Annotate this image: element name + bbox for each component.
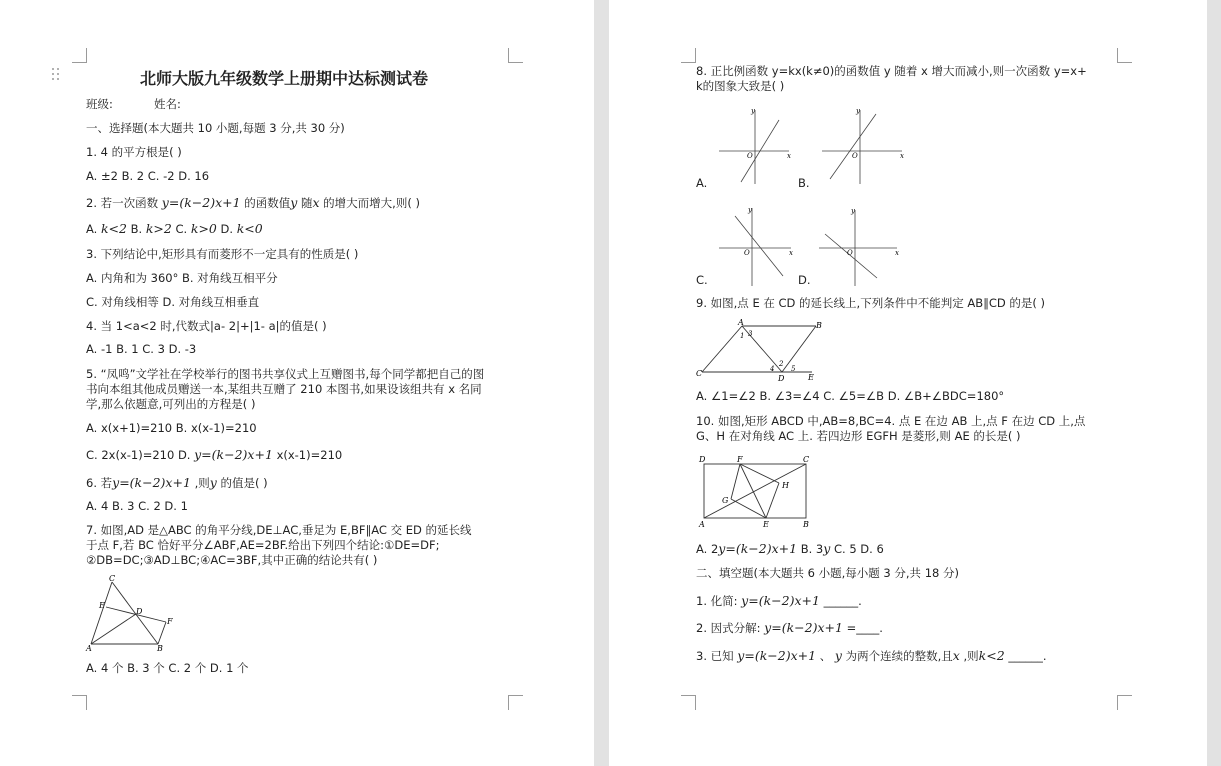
text: 2. 因式分解: [696, 621, 761, 635]
text: 随 [300, 196, 313, 210]
axis-label: O [744, 249, 750, 257]
math-expression: k>2 [145, 221, 172, 236]
text: 2. 若一次函数 [86, 196, 159, 210]
axis-label: y [751, 107, 755, 115]
axis-label: x [789, 249, 793, 257]
figure-label: F [737, 455, 743, 464]
graph-option-c [719, 204, 799, 286]
class-label: 班级: [86, 97, 113, 111]
math-expression: y=(k−2)x+1 [194, 447, 273, 462]
text: A. 2 [696, 542, 719, 556]
document-page-2 [609, 0, 1207, 766]
question-7-line-2: 于点 F,若 BC 恰好平分∠ABF,AE=2BF.给出下列四个结论:①DE=DF; [86, 538, 440, 552]
text: 为两个连续的整数,且 [845, 649, 953, 663]
math-expression: k<2 [978, 648, 1005, 663]
figure-label: E [99, 601, 105, 610]
question-4-options: A. -1 B. 1 C. 3 D. -3 [86, 342, 197, 356]
figure-label: C [803, 455, 810, 464]
math-expression: y=(k−2)x+1 [737, 648, 817, 663]
text: =____. [846, 621, 883, 635]
graph-a-label: A. [696, 176, 708, 190]
section-heading: 二、填空题(本大题共 6 小题,每小题 3 分,共 18 分) [696, 566, 959, 580]
axis-label: O [847, 249, 853, 257]
figure-label: E [808, 373, 814, 382]
question-10-line-1: 10. 如图,矩形 ABCD 中,AB=8,BC=4. 点 E 在边 AB 上,点 F 在边 CD 上,点 [696, 414, 1086, 428]
question-7-figure [86, 576, 186, 652]
text: B. [130, 222, 143, 236]
math-var: x [312, 195, 320, 210]
question-3: 3. 下列结论中,矩形具有而菱形不一定具有的性质是( ) [86, 247, 359, 261]
text: D. [220, 222, 234, 236]
crop-mark [508, 695, 523, 710]
math-expression: y=(k−2)x+1 [764, 620, 843, 635]
angle-label: 3 [748, 330, 753, 338]
fill-question-2 [696, 620, 883, 636]
math-var: y [209, 475, 217, 490]
question-5-options-ab: A. x(x+1)=210 B. x(x-1)=210 [86, 421, 257, 435]
text: C. 5 D. 6 [833, 542, 884, 556]
text: C. 2x(x-1)=210 D. [86, 448, 191, 462]
question-1: 1. 4 的平方根是( ) [86, 145, 182, 159]
figure-label: D [699, 455, 706, 464]
question-9-figure [696, 318, 826, 382]
angle-label: 4 [770, 365, 775, 373]
crop-mark [681, 48, 696, 63]
crop-mark [508, 48, 523, 63]
fill-question-3 [696, 648, 1046, 664]
figure-label: B [803, 520, 809, 529]
graph-option-b [822, 104, 907, 184]
page-gap [594, 0, 609, 766]
math-var: y [290, 195, 298, 210]
math-expression: k<2 [100, 221, 127, 236]
document-page-1 [0, 0, 594, 766]
text: 6. 若 [86, 476, 113, 490]
text: 的值是( ) [220, 476, 268, 490]
axis-label: y [748, 206, 752, 214]
graph-option-a [719, 104, 794, 184]
text: 3. 已知 [696, 649, 734, 663]
question-10-figure [696, 454, 816, 530]
math-expression: y=(k−2)x+1 [112, 475, 191, 490]
figure-label: E [763, 520, 769, 529]
crop-mark [1117, 48, 1132, 63]
text: ,则 [194, 476, 210, 490]
math-var: y [834, 648, 842, 663]
figure-label: B [816, 321, 822, 330]
question-6-options: A. 4 B. 3 C. 2 D. 1 [86, 499, 188, 513]
figure-label: D [136, 607, 143, 616]
text: ______. [1008, 649, 1047, 663]
angle-label: 5 [791, 365, 796, 373]
axis-label: x [900, 152, 904, 160]
figure-label: A [699, 520, 705, 529]
figure-label: A [738, 318, 744, 327]
angle-label: 2 [779, 360, 784, 368]
scroll-gutter [1207, 0, 1221, 766]
figure-label: H [782, 481, 789, 490]
text: 的函数值 [244, 196, 291, 210]
figure-label: C [109, 574, 116, 583]
math-expression: y=(k−2)x+1 [161, 195, 241, 210]
crop-mark [1117, 695, 1132, 710]
question-2 [86, 195, 420, 211]
angle-label: 1 [740, 332, 745, 340]
figure-label: C [696, 369, 703, 378]
drag-handle-icon[interactable] [52, 68, 62, 84]
fill-question-1 [696, 593, 862, 609]
axis-label: y [851, 207, 855, 215]
text: 、 [819, 649, 832, 663]
text: 的增大而增大,则( ) [323, 196, 420, 210]
text: 1. 化简: [696, 594, 738, 608]
graph-d-label: D. [798, 273, 811, 287]
graph-option-d [819, 204, 904, 286]
question-1-options: A. ±2 B. 2 C. -2 D. 16 [86, 169, 210, 183]
math-expression: k>0 [190, 221, 217, 236]
text: ______. [823, 594, 862, 608]
crop-mark [72, 695, 87, 710]
question-10-options [696, 541, 884, 557]
text: A. [86, 222, 98, 236]
question-5-line-1: 5. “凤鸣”文学社在学校举行的图书共享仪式上互赠图书,每个同学都把自己的图 [86, 367, 485, 381]
axis-label: x [787, 152, 791, 160]
axis-label: O [852, 152, 858, 160]
name-label: 姓名: [154, 97, 181, 111]
question-5-line-3: 学,那么依题意,可列出的方程是( ) [86, 397, 256, 411]
question-2-options [86, 221, 263, 237]
crop-mark [681, 695, 696, 710]
math-var: y [823, 541, 831, 556]
question-9: 9. 如图,点 E 在 CD 的延长线上,下列条件中不能判定 AB∥CD 的是( ) [696, 296, 1046, 310]
axis-label: O [747, 152, 753, 160]
section-heading: 一、选择题(本大题共 10 小题,每题 3 分,共 30 分) [86, 121, 345, 135]
figure-label: A [86, 644, 92, 653]
question-5-options-cd [86, 447, 342, 463]
axis-label: y [856, 107, 860, 115]
question-7-options: A. 4 个 B. 3 个 C. 2 个 D. 1 个 [86, 661, 249, 675]
question-4: 4. 当 1<a<2 时,代数式|a- 2|+|1- a|的值是( ) [86, 319, 327, 333]
question-9-options: A. ∠1=∠2 B. ∠3=∠4 C. ∠5=∠B D. ∠B+∠BDC=180° [696, 389, 1005, 403]
figure-label: F [167, 617, 173, 626]
question-7-line-1: 7. 如图,AD 是△ABC 的角平分线,DE⊥AC,垂足为 E,BF∥AC 交 ED 的延长线 [86, 523, 472, 537]
question-3-options-ab: A. 内角和为 360° B. 对角线互相平分 [86, 271, 278, 285]
math-var: x [952, 648, 960, 663]
axis-label: x [895, 249, 899, 257]
question-8-line-1: 8. 正比例函数 y=kx(k≠0)的函数值 y 随着 x 增大而减小,则一次函数 y=x+ [696, 64, 1087, 78]
question-7-line-3: ②DB=DC;③AD⊥BC;④AC=3BF,其中正确的结论共有( ) [86, 553, 378, 567]
question-3-options-cd: C. 对角线相等 D. 对角线互相垂直 [86, 295, 260, 309]
question-10-line-2: G、H 在对角线 AC 上. 若四边形 EGFH 是菱形,则 AE 的长是( ) [696, 429, 1021, 443]
page-title: 北师大版九年级数学上册期中达标测试卷 [140, 69, 429, 88]
question-6 [86, 475, 268, 491]
text: ,则 [963, 649, 979, 663]
text: C. [175, 222, 188, 236]
math-expression: y=(k−2)x+1 [718, 541, 798, 556]
figure-label: D [778, 374, 785, 383]
math-expression: k<0 [236, 221, 263, 236]
question-5-line-2: 书向本组其他成员赠送一本,某组共互赠了 210 本图书,如果设该组共有 x 名同 [86, 382, 482, 396]
text: x(x-1)=210 [276, 448, 343, 462]
crop-mark [72, 48, 87, 63]
figure-label: G [722, 496, 729, 505]
graph-b-label: B. [798, 176, 810, 190]
text: B. 3 [800, 542, 824, 556]
math-expression: y=(k−2)x+1 [741, 593, 820, 608]
question-8-line-2: k的图象大致是( ) [696, 79, 785, 93]
graph-c-label: C. [696, 273, 708, 287]
figure-label: B [157, 644, 163, 653]
